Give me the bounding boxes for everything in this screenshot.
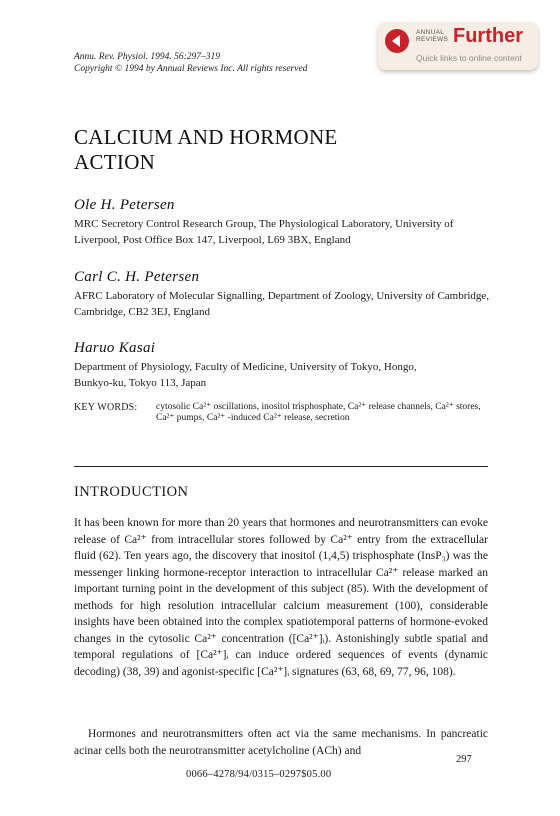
article-title: CALCIUM AND HORMONE ACTION [74, 125, 338, 174]
section-divider [74, 466, 488, 467]
footer-price-code: 0066–4278/94/0315–0297$05.00 [186, 769, 332, 780]
citation-line-2: Copyright © 1994 by Annual Reviews Inc. All rights reserved [74, 64, 308, 74]
author-name-2: Carl C. H. Petersen [74, 269, 200, 285]
further-subtitle: Quick links to online content [416, 53, 522, 63]
citation-line-1: Annu. Rev. Physiol. 1994. 56:297–319 [74, 52, 220, 62]
section-heading: INTRODUCTION [74, 484, 189, 500]
author-affiliation-1: MRC Secretory Control Research Group, The Physiological Laboratory, University of Liverpool, Post Office Box 147, Liverpool, L69 3BX, England [74, 218, 454, 246]
page-number: 297 [456, 754, 472, 765]
play-triangle-icon [385, 29, 409, 53]
further-links-badge[interactable] [378, 22, 538, 70]
author-name-3: Haruo Kasai [74, 340, 156, 356]
author-affiliation-3: Department of Physiology, Faculty of Medicine, University of Tokyo, Hongo, Bunkyo-ku, Tokyo 113, Japan [74, 361, 417, 389]
further-wordmark: Further [453, 25, 523, 47]
body-paragraph-2: Hormones and neurotransmitters often act via the same mechanisms. In pancreatic acinar cells both the neurotransmitter acetylcholine (ACh) and [74, 728, 488, 757]
journal-citation [74, 51, 307, 75]
annual-reviews-wordmark: ANNUAL REVIEWS [416, 29, 449, 43]
keywords-label: KEY WORDS: [74, 402, 138, 413]
author-name-1: Ole H. Petersen [74, 197, 175, 213]
body-paragraph-1: It has been known for more than 20 years that hormones and neurotransmitters can evoke release of Ca²⁺ from intracellular stores followed by Ca²⁺ entry from the extracellular fluid (62). Ten years ago, the discovery that inositol (1,4,5) trisphosphate (InsP₃) was the messenger linking hormone-receptor interaction to intracellular Ca²⁺ release marked an important turning point in the development of this subject (85). With the development of methods for high resolution intracellular calcium measurement (100), considerable insights have been obtained into the complex spatiotemporal patterns of hormone-evoked changes in the cytosolic Ca²⁺ concentration ([Ca²⁺]ᵢ). Astonishingly subtle spatial and temporal regulations of [Ca²⁺]ᵢ can induce ordered sequences of events (dynamic decoding) (38, 39) and agonist-specific [Ca²⁺]ᵢ signatures (63, 68, 69, 77, 96, 108). [74, 517, 488, 678]
keywords-list: cytosolic Ca²⁺ oscillations, inositol trisphosphate, Ca²⁺ release channels, Ca²⁺ stores, Ca²⁺ pumps, Ca²⁺ -induced Ca²⁺ release, secretion [156, 402, 481, 423]
author-affiliation-2: AFRC Laboratory of Molecular Signalling, Department of Zoology, University of Cambridge, Cambridge, CB2 3EJ, England [74, 290, 490, 318]
